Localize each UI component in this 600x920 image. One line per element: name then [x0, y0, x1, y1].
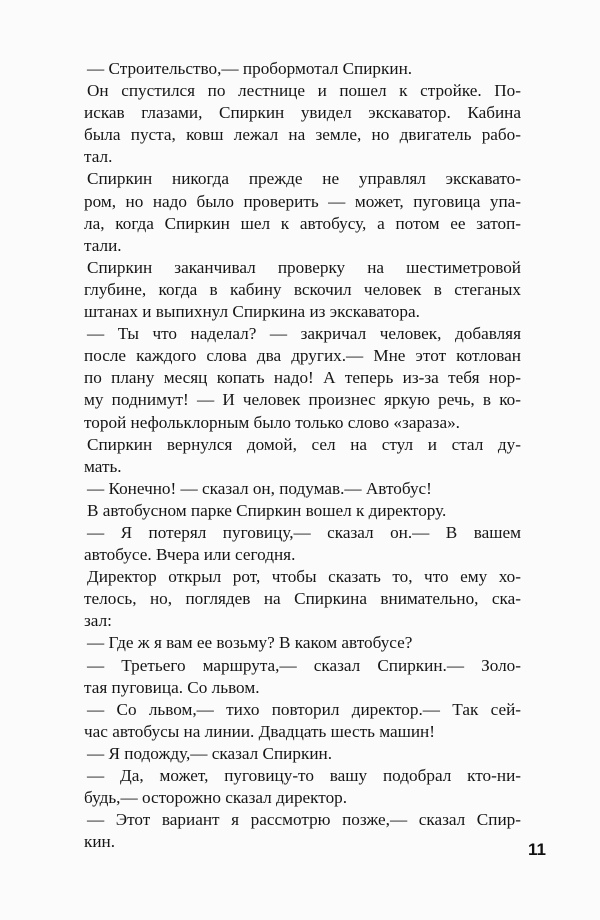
text-line: телось, но, поглядев на Спиркина внимательно, ска- — [84, 589, 521, 609]
text-line: му поднимут! — И человек произнес яркую речь, в ко- — [84, 390, 521, 410]
text-line: Он спустился по лестнице и пошел к стройке. По- — [87, 81, 521, 101]
text-line: по плану месяц копать надо! А теперь из-за тебя нор- — [84, 368, 521, 388]
text-line: будь,— осторожно сказал директор. — [84, 788, 348, 808]
text-line: В автобусном парке Спиркин вошел к директору. — [87, 500, 447, 520]
text-line: — Этот вариант я рассмотрю позже,— сказал Спир- — [87, 810, 521, 830]
text-line: — Где ж я вам ее возьму? В каком автобусе? — [87, 633, 413, 653]
text-line: штанах и выпихнул Спиркина из экскаватора. — [84, 302, 420, 322]
text-line: ром, но надо было проверить — может, пуговица упа- — [84, 191, 521, 211]
text-line: — Со львом,— тихо повторил директор.— Так сей- — [87, 699, 521, 719]
text-line: — Да, может, пуговицу-то вашу подобрал кто-ни- — [87, 766, 521, 785]
text-line: автобусе. Вчера или сегодня. — [84, 545, 296, 565]
text-line: искав глазами, Спиркин увидел экскаватор. Кабина — [84, 103, 521, 123]
text-line: тая пуговица. Со львом. — [84, 677, 260, 697]
text-line: тал. — [84, 147, 113, 167]
body-text — [84, 58, 521, 853]
text-line: Спиркин никогда прежде не управлял экскавато- — [87, 169, 521, 189]
text-line: — Ты что наделал? — закричал человек, добавляя — [87, 324, 521, 344]
text-line: Спиркин вернулся домой, сел на стул и стал ду- — [87, 434, 521, 454]
text-line: тали. — [84, 235, 122, 255]
text-line: после каждого слова два других.— Мне этот котлован — [84, 346, 521, 366]
text-line: кин. — [84, 832, 116, 852]
text-line: — Третьего маршрута,— сказал Спиркин.— Золо- — [87, 655, 521, 675]
text-line: — Я потерял пуговицу,— сказал он.— В вашем — [87, 522, 521, 542]
text-line: мать. — [84, 456, 122, 476]
text-line: час автобусы на линии. Двадцать шесть машин! — [84, 721, 435, 741]
text-line: ла, когда Спиркин шел к автобусу, а потом ее затоп- — [84, 213, 521, 233]
text-line: — Я подожду,— сказал Спиркин. — [87, 743, 333, 763]
text-line: торой нефольклорным было только слово «зараза». — [84, 412, 460, 432]
text-line: Директор открыл рот, чтобы сказать то, что ему хо- — [87, 567, 521, 587]
text-line: — Конечно! — сказал он, подумав.— Автобус! — [87, 478, 432, 498]
text-line: была пуста, ковш лежал на земле, но двигатель рабо- — [84, 125, 521, 145]
text-line: — Строительство,— пробормотал Спиркин. — [87, 59, 413, 78]
text-line: Спиркин заканчивал проверку на шестиметровой — [87, 257, 521, 277]
text-line: глубине, когда в кабину вскочил человек в стеганых — [84, 279, 521, 299]
text-line: зал: — [84, 611, 112, 631]
page-number: 11 — [528, 840, 546, 859]
